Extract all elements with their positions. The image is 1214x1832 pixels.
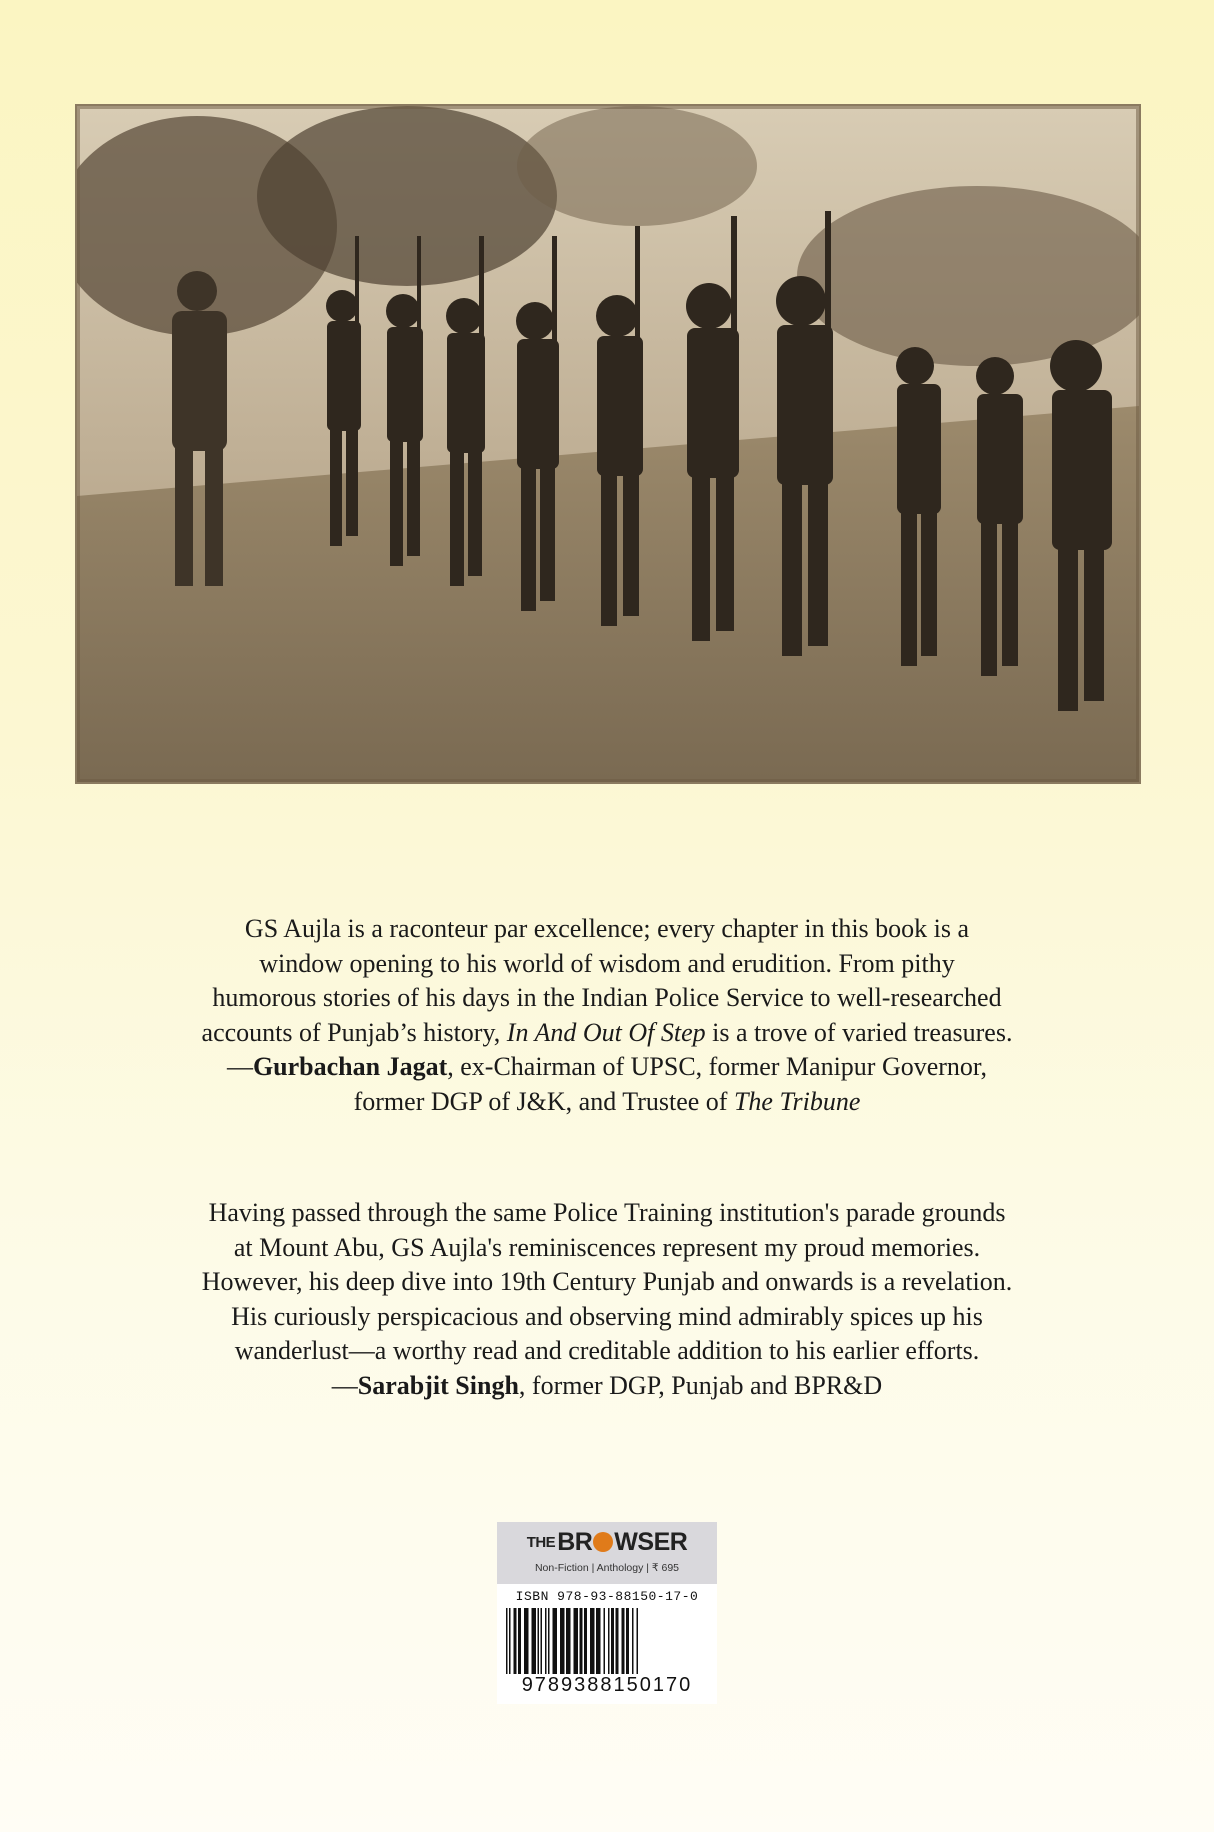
barcode-bar bbox=[608, 1608, 610, 1674]
attribution: —Sarabjit Singh, former DGP, Punjab and BPR&D bbox=[331, 1370, 883, 1400]
newspaper-title: The Tribune bbox=[733, 1086, 861, 1116]
barcode-bar bbox=[506, 1608, 508, 1674]
barcode-bar bbox=[509, 1608, 511, 1674]
barcode-bar bbox=[616, 1608, 619, 1674]
barcode-bar bbox=[518, 1608, 521, 1674]
blurb-line: accounts of Punjab’s history, In And Out Of Step is a trove of varied treasures. bbox=[201, 1017, 1013, 1047]
blurb-line: Having passed through the same Police Training institution's parade grounds bbox=[208, 1198, 1006, 1227]
barcode-bar bbox=[574, 1608, 579, 1674]
endorsement-gurbachan-jagat bbox=[120, 912, 1094, 1119]
barcode-bar bbox=[632, 1608, 634, 1674]
barcode-bar bbox=[622, 1608, 625, 1674]
barcode-bar bbox=[560, 1608, 565, 1674]
parade-photo-icon bbox=[77, 106, 1139, 782]
cover-photo bbox=[77, 106, 1139, 782]
barcode-bar bbox=[580, 1608, 583, 1674]
blurb-line: GS Aujla is a raconteur par excellence; every chapter in this book is a bbox=[244, 914, 970, 943]
browser-o-icon bbox=[593, 1532, 613, 1552]
endorser-name: Sarabjit Singh bbox=[357, 1370, 519, 1400]
barcode-label bbox=[497, 1522, 717, 1704]
barcode-bar bbox=[611, 1608, 614, 1674]
blurb-line: wanderlust—a worthy read and creditable addition to his earlier efforts. bbox=[234, 1336, 980, 1366]
barcode-bar bbox=[541, 1608, 543, 1674]
publisher-logo: THEBR WSER Non-Fiction | Anthology | ₹ 695 bbox=[497, 1522, 717, 1584]
blurb-line: at Mount Abu, GS Aujla's reminiscences represent my proud memories. bbox=[233, 1232, 981, 1262]
barcode-bar bbox=[514, 1608, 517, 1674]
barcode-bar bbox=[524, 1608, 529, 1674]
barcode-bar bbox=[637, 1608, 639, 1674]
barcode-bar bbox=[626, 1608, 629, 1674]
blurb-line: His curiously perspicacious and observing mind admirably spices up his bbox=[231, 1301, 983, 1331]
attribution: —Gurbachan Jagat, ex-Chairman of UPSC, former Manipur Governor, bbox=[226, 1052, 988, 1082]
blurb-line: However, his deep dive into 19th Century Punjab and onwards is a revelation. bbox=[201, 1267, 1013, 1297]
barcode-bar bbox=[548, 1608, 550, 1674]
barcode-bar bbox=[566, 1608, 571, 1674]
ean-digits: 9789388150170 bbox=[521, 1674, 693, 1696]
barcode-bar bbox=[532, 1608, 537, 1674]
barcode-icon bbox=[504, 1608, 710, 1674]
blurb-line: humorous stories of his days in the Indian Police Service to well-researched bbox=[212, 983, 1002, 1013]
barcode-bar bbox=[545, 1608, 547, 1674]
barcode-bar bbox=[584, 1608, 587, 1674]
barcode-bar bbox=[590, 1608, 595, 1674]
endorsement-sarabjit-singh bbox=[120, 1196, 1094, 1403]
price-category: Non-Fiction | Anthology | ₹ 695 bbox=[534, 1562, 680, 1574]
blurb-line: window opening to his world of wisdom and erudition. From pithy bbox=[259, 948, 955, 978]
attribution-line2: former DGP of J&K, and Trustee of The Tribune bbox=[353, 1086, 861, 1116]
barcode-bar bbox=[553, 1608, 558, 1674]
barcode-bar bbox=[604, 1608, 606, 1674]
book-title: In And Out Of Step bbox=[506, 1017, 706, 1047]
barcode-bar bbox=[596, 1608, 601, 1674]
isbn-text: ISBN 978-93-88150-17-0 bbox=[515, 1589, 699, 1604]
endorser-name: Gurbachan Jagat bbox=[252, 1052, 448, 1082]
barcode-bar bbox=[538, 1608, 540, 1674]
